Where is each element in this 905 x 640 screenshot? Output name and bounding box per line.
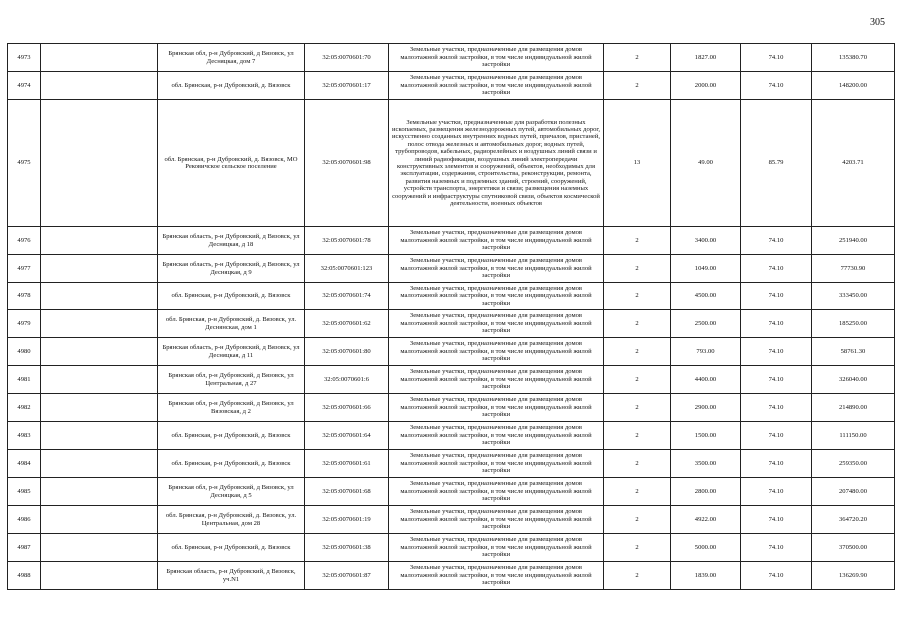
table-row <box>8 450 895 478</box>
cell-land-use-type: Земельные участки, предназначенные для размещения домов малоэтажной жилой застройки, в том числе индивидуальной жилой застройки <box>389 255 604 283</box>
cell-number: 4976 <box>8 227 41 255</box>
cell-blank <box>41 562 158 590</box>
cell-specific-value: 74.10 <box>741 534 812 562</box>
cell-specific-value: 74.10 <box>741 478 812 506</box>
cell-group: 2 <box>604 44 671 72</box>
cell-group: 2 <box>604 562 671 590</box>
cell-land-use-type: Земельные участки, предназначенные для размещения домов малоэтажной жилой застройки, в том числе индивидуальной жилой застройки <box>389 394 604 422</box>
cell-area: 5000.00 <box>671 534 741 562</box>
cell-cadastral-value: 214890.00 <box>812 394 895 422</box>
cell-cadastral-value: 185250.00 <box>812 310 895 338</box>
cell-area: 1500.00 <box>671 422 741 450</box>
cell-specific-value: 74.10 <box>741 394 812 422</box>
page-number: 305 <box>870 17 885 28</box>
cell-blank <box>41 534 158 562</box>
cell-group: 2 <box>604 478 671 506</box>
cell-cadastral-value: 370500.00 <box>812 534 895 562</box>
cell-blank <box>41 44 158 72</box>
cell-number: 4987 <box>8 534 41 562</box>
cell-blank <box>41 450 158 478</box>
table-row <box>8 100 895 227</box>
cell-cadastral-value: 251940.00 <box>812 227 895 255</box>
cell-number: 4981 <box>8 366 41 394</box>
cell-area: 1839.00 <box>671 562 741 590</box>
cell-cadastral-number: 32:05:0070601:98 <box>305 100 389 227</box>
cell-address: Брянская обл, р-н Дубровский, д Вязовск, ул Вязовская, д 2 <box>158 394 305 422</box>
cell-specific-value: 74.10 <box>741 72 812 100</box>
cell-specific-value: 74.10 <box>741 255 812 283</box>
cell-specific-value: 74.10 <box>741 310 812 338</box>
table-row <box>8 338 895 366</box>
cell-area: 1827.00 <box>671 44 741 72</box>
cell-cadastral-number: 32:05:0070601:17 <box>305 72 389 100</box>
cell-land-use-type: Земельные участки, предназначенные для размещения домов малоэтажной жилой застройки, в том числе индивидуальной жилой застройки <box>389 478 604 506</box>
cell-land-use-type: Земельные участки, предназначенные для размещения домов малоэтажной жилой застройки, в том числе индивидуальной жилой застройки <box>389 366 604 394</box>
cell-number: 4986 <box>8 506 41 534</box>
cell-group: 2 <box>604 310 671 338</box>
cell-address: Брянская обл, р-н Дубровский, д Вязовск, ул Центральная, д 27 <box>158 366 305 394</box>
table-row <box>8 534 895 562</box>
cell-group: 2 <box>604 72 671 100</box>
cell-blank <box>41 100 158 227</box>
cell-specific-value: 74.10 <box>741 283 812 310</box>
cell-cadastral-number: 32:05:0070601:80 <box>305 338 389 366</box>
cell-cadastral-number: 32:05:0070601:74 <box>305 283 389 310</box>
cell-area: 2500.00 <box>671 310 741 338</box>
cell-cadastral-number: 32:05:0070601:70 <box>305 44 389 72</box>
cell-cadastral-value: 4203.71 <box>812 100 895 227</box>
cell-cadastral-value: 259350.00 <box>812 450 895 478</box>
cell-number: 4984 <box>8 450 41 478</box>
cell-area: 49.00 <box>671 100 741 227</box>
cell-blank <box>41 422 158 450</box>
cell-cadastral-value: 136269.90 <box>812 562 895 590</box>
cell-cadastral-number: 32:05:0070601:66 <box>305 394 389 422</box>
cell-specific-value: 74.10 <box>741 366 812 394</box>
table-row <box>8 255 895 283</box>
cell-cadastral-value: 333450.00 <box>812 283 895 310</box>
cell-land-use-type: Земельные участки, предназначенные для размещения домов малоэтажной жилой застройки, в том числе индивидуальной жилой застройки <box>389 310 604 338</box>
cell-specific-value: 74.10 <box>741 562 812 590</box>
table-row <box>8 227 895 255</box>
cell-area: 4922.00 <box>671 506 741 534</box>
cell-cadastral-number: 32:05:0070601:19 <box>305 506 389 534</box>
table-row <box>8 478 895 506</box>
cell-area: 1049.00 <box>671 255 741 283</box>
cell-address: обл. Брянская, р-н Дубровский, д. Вязовск <box>158 283 305 310</box>
cell-address: обл. Брянская, р-н Дубровский, д. Вязовск, ул. Деснянская, дом 1 <box>158 310 305 338</box>
cell-cadastral-value: 77730.90 <box>812 255 895 283</box>
cell-address: обл. Брянская, р-н Дубровский, д. Вязовск, ул. Центральная, дом 28 <box>158 506 305 534</box>
cell-land-use-type: Земельные участки, предназначенные для размещения домов малоэтажной жилой застройки, в том числе индивидуальной жилой застройки <box>389 450 604 478</box>
cell-land-use-type: Земельные участки, предназначенные для размещения домов малоэтажной жилой застройки, в том числе индивидуальной жилой застройки <box>389 338 604 366</box>
cell-cadastral-number: 32:05:0070601:38 <box>305 534 389 562</box>
cell-cadastral-value: 326040.00 <box>812 366 895 394</box>
cell-specific-value: 74.10 <box>741 450 812 478</box>
cell-land-use-type: Земельные участки, предназначенные для размещения домов малоэтажной жилой застройки, в том числе индивидуальной жилой застройки <box>389 562 604 590</box>
cell-cadastral-value: 148200.00 <box>812 72 895 100</box>
cell-number: 4977 <box>8 255 41 283</box>
cell-cadastral-number: 32:05:0070601:62 <box>305 310 389 338</box>
table-row <box>8 562 895 590</box>
cell-group: 2 <box>604 283 671 310</box>
cell-land-use-type: Земельные участки, предназначенные для размещения домов малоэтажной жилой застройки, в том числе индивидуальной жилой застройки <box>389 227 604 255</box>
cell-number: 4978 <box>8 283 41 310</box>
cell-blank <box>41 227 158 255</box>
cell-area: 4400.00 <box>671 366 741 394</box>
cell-cadastral-number: 32:05:0070601:68 <box>305 478 389 506</box>
cell-cadastral-value: 111150.00 <box>812 422 895 450</box>
cell-number: 4979 <box>8 310 41 338</box>
cell-address: Брянская область, р-н Дубровский, д Вязовск, ул Десняцкая, д 9 <box>158 255 305 283</box>
cell-group: 13 <box>604 100 671 227</box>
table-row <box>8 44 895 72</box>
cell-cadastral-value: 135380.70 <box>812 44 895 72</box>
cell-blank <box>41 366 158 394</box>
cell-address: Брянская обл, р-н Дубровский, д Вязовск, ул Десняцкая, дом 7 <box>158 44 305 72</box>
cell-cadastral-number: 32:05:0070601:78 <box>305 227 389 255</box>
cell-number: 4974 <box>8 72 41 100</box>
cell-blank <box>41 506 158 534</box>
cell-area: 4500.00 <box>671 283 741 310</box>
cell-specific-value: 74.10 <box>741 422 812 450</box>
cell-area: 2800.00 <box>671 478 741 506</box>
cell-group: 2 <box>604 394 671 422</box>
cell-blank <box>41 338 158 366</box>
cell-group: 2 <box>604 422 671 450</box>
cell-area: 3500.00 <box>671 450 741 478</box>
cell-blank <box>41 72 158 100</box>
cell-specific-value: 74.10 <box>741 227 812 255</box>
cell-land-use-type: Земельные участки, предназначенные для разработки полезных ископаемых, размещения железнодорожных путей, автомобильных дорог, искусственно созданных внутренних водных путей, причалов, пристаней, полос отвода железных и автомобильных дорог, водных путей, трубопроводов, кабельных, радиорелейных и воздушных линий связи и линий радиофикации, воздушных линий электропередачи конструктивных элементов и сооружений, объектов, необходимых для эксплуатации, содержания, строительства, реконструкции, ремонта, развития наземных и подземных зданий, строений, сооружений, устройств транспорта, энергетики и связи; размещения наземных сооружений и инфраструктуры спутниковой связи, объектов космической деятельности, военных объектов <box>389 100 604 227</box>
cell-number: 4985 <box>8 478 41 506</box>
cell-group: 2 <box>604 450 671 478</box>
cell-number: 4973 <box>8 44 41 72</box>
cell-address: обл. Брянская, р-н Дубровский, д. Вязовск <box>158 72 305 100</box>
cell-specific-value: 74.10 <box>741 506 812 534</box>
cell-blank <box>41 255 158 283</box>
cell-land-use-type: Земельные участки, предназначенные для размещения домов малоэтажной жилой застройки, в том числе индивидуальной жилой застройки <box>389 283 604 310</box>
cell-group: 2 <box>604 506 671 534</box>
cell-number: 4982 <box>8 394 41 422</box>
cell-group: 2 <box>604 255 671 283</box>
table-row <box>8 422 895 450</box>
cell-area: 3400.00 <box>671 227 741 255</box>
cell-address: Брянская обл, р-н Дубровский, д Вязовск, ул Десняцкая, д 5 <box>158 478 305 506</box>
cell-cadastral-number: 32:05:0070601:61 <box>305 450 389 478</box>
cell-number: 4980 <box>8 338 41 366</box>
cell-specific-value: 74.10 <box>741 338 812 366</box>
cell-cadastral-value: 58761.30 <box>812 338 895 366</box>
cell-area: 2000.00 <box>671 72 741 100</box>
cell-address: обл. Брянская, р-н Дубровский, д. Вязовск, МО Рековичское сельское поселение <box>158 100 305 227</box>
cell-group: 2 <box>604 534 671 562</box>
table-row <box>8 310 895 338</box>
cell-land-use-type: Земельные участки, предназначенные для размещения домов малоэтажной жилой застройки, в том числе индивидуальной жилой застройки <box>389 422 604 450</box>
cell-blank <box>41 310 158 338</box>
cell-cadastral-number: 32:05:0070601:6 <box>305 366 389 394</box>
cell-land-use-type: Земельные участки, предназначенные для размещения домов малоэтажной жилой застройки, в том числе индивидуальной жилой застройки <box>389 44 604 72</box>
table-row <box>8 366 895 394</box>
cell-specific-value: 85.79 <box>741 100 812 227</box>
cadastral-registry-table <box>7 43 895 590</box>
cell-cadastral-number: 32:05:0070601:64 <box>305 422 389 450</box>
cell-group: 2 <box>604 366 671 394</box>
cell-address: обл. Брянская, р-н Дубровский, д. Вязовск <box>158 450 305 478</box>
cell-address: Брянская область, р-н Дубровский, д Вязовск, уч.N1 <box>158 562 305 590</box>
cell-number: 4975 <box>8 100 41 227</box>
table-row <box>8 283 895 310</box>
cell-blank <box>41 283 158 310</box>
cell-address: обл. Брянская, р-н Дубровский, д. Вязовск <box>158 422 305 450</box>
cell-address: Брянская область, р-н Дубровский, д Вязовск, ул Десняцкая, д 18 <box>158 227 305 255</box>
cell-area: 2900.00 <box>671 394 741 422</box>
cell-number: 4983 <box>8 422 41 450</box>
cell-area: 793.00 <box>671 338 741 366</box>
cell-address: обл. Брянская, р-н Дубровский, д. Вязовск <box>158 534 305 562</box>
cell-cadastral-number: 32:05:0070601:123 <box>305 255 389 283</box>
cell-cadastral-value: 207480.00 <box>812 478 895 506</box>
cell-group: 2 <box>604 338 671 366</box>
cell-land-use-type: Земельные участки, предназначенные для размещения домов малоэтажной жилой застройки, в том числе индивидуальной жилой застройки <box>389 72 604 100</box>
cell-number: 4988 <box>8 562 41 590</box>
cell-land-use-type: Земельные участки, предназначенные для размещения домов малоэтажной жилой застройки, в том числе индивидуальной жилой застройки <box>389 506 604 534</box>
cell-blank <box>41 394 158 422</box>
cell-cadastral-value: 364720.20 <box>812 506 895 534</box>
cell-specific-value: 74.10 <box>741 44 812 72</box>
table-row <box>8 394 895 422</box>
cell-address: Брянская область, р-н Дубровский, д Вязовск, ул Десняцкая, д 11 <box>158 338 305 366</box>
cell-cadastral-number: 32:05:0070601:87 <box>305 562 389 590</box>
cell-land-use-type: Земельные участки, предназначенные для размещения домов малоэтажной жилой застройки, в том числе индивидуальной жилой застройки <box>389 534 604 562</box>
cell-blank <box>41 478 158 506</box>
cell-group: 2 <box>604 227 671 255</box>
table-row <box>8 506 895 534</box>
table-row <box>8 72 895 100</box>
